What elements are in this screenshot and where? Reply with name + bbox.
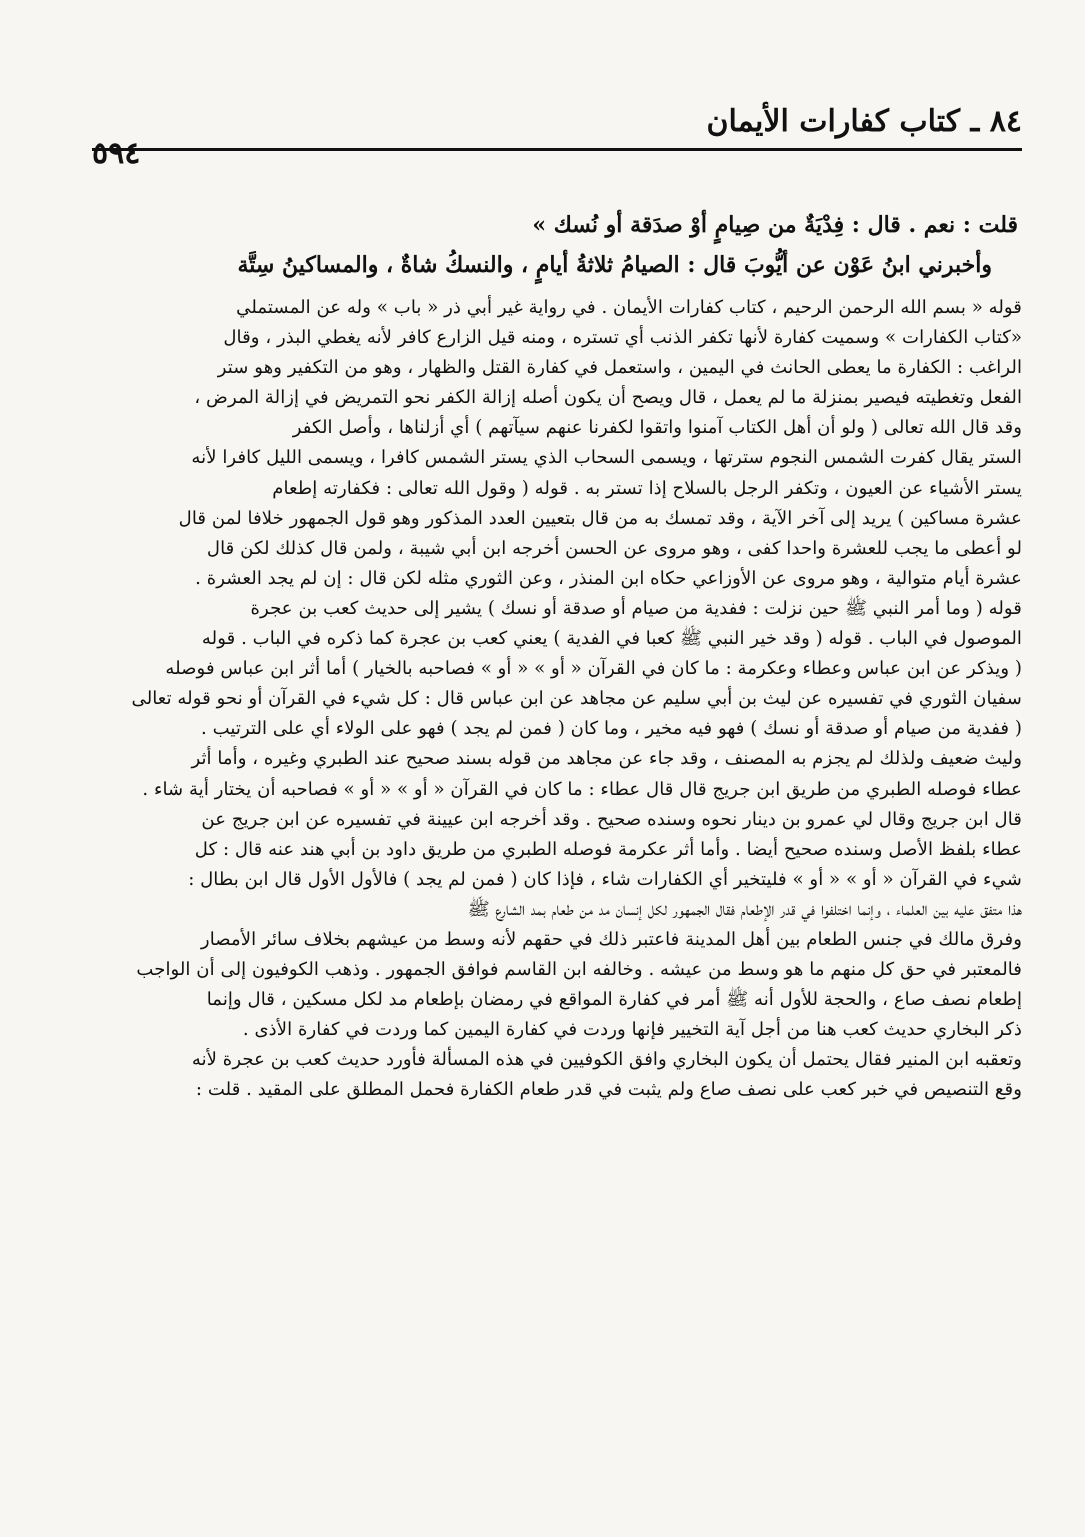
- commentary-line: الراغب : الكفارة ما يعطى الحانث في اليمين ، واستعمل في كفارة القتل والظهار ، وهو من التكفير وهو ستر: [217, 357, 1022, 379]
- page-header: [92, 96, 1022, 171]
- commentary-line: هذا متفق عليه بين العلماء ، وإنما اختلفوا في قدر الإطعام فقال الجمهور لكل إنسان مد من طعام بمد الشارع ﷺ: [467, 898, 1022, 920]
- chapter-title: ٨٤ ـ كتاب كفارات الأيمان: [706, 104, 1022, 139]
- hadith-line-1: قلت : نعم . قال : فِدْيَةٌ من صِيامٍ أوْ صدَقة أو نُسك »: [532, 212, 1018, 238]
- commentary-line: يستر الأشياء عن العيون ، وتكفر الرجل بالسلاح إذا تستر به . قوله ( وقول الله تعالى : فكفارته إطعام: [272, 477, 1022, 499]
- hadith-line-2: وأخبرني ابنُ عَوْن عن أيُّوبَ قال : الصيامُ ثلاثةُ أيامٍ ، والنسكُ شاةٌ ، والمساكينُ سِتَّة: [237, 252, 992, 278]
- commentary-line: وقع التنصيص في خبر كعب على نصف صاع ولم يثبت في قدر طعام الكفارة فحمل المطلق على المقيد . قلت :: [195, 1079, 1022, 1101]
- page-body: [92, 205, 1022, 1106]
- commentary-line: قال ابن جريج وقال لي عمرو بن دينار نحوه وسنده صحيح . وقد أخرجه ابن عيينة في تفسيره عن ابن جريج عن: [201, 808, 1022, 830]
- commentary-line: «كتاب الكفارات » وسميت كفارة لأنها تكفر الذنب أي تستره ، ومنه قيل الزارع كافر لأنه يغطي البذر ، وقال: [223, 327, 1022, 349]
- commentary-line: شيء في القرآن « أو » « أو » فليتخير أي الكفارات شاء ، فإذا كان ( فمن لم يجد ) فالأول الأول قال ابن بطال :: [188, 868, 1022, 890]
- commentary-line: الفعل وتغطيته فيصير بمنزلة ما لم يعمل ، قال ويصح أن يكون أصله إزالة الكفر نحو التمريض في إزالة المرض ،: [194, 387, 1022, 409]
- page-number: ٥٩٤: [92, 136, 141, 171]
- commentary-line: ( ففدية من صيام أو صدقة أو نسك ) فهو فيه مخير ، وما كان ( فمن لم يجد ) فهو على الولاء أي على الترتيب .: [201, 718, 1022, 740]
- commentary-line: سفيان الثوري في تفسيره عن ليث بن أبي سليم عن مجاهد عن ابن عباس قال : كل شيء في القرآن أو نحو قوله تعالى: [131, 688, 1022, 710]
- header-rule: [92, 148, 1022, 151]
- commentary-line: قوله ( وما أمر النبي ﷺ حين نزلت : ففدية من صيام أو صدقة أو نسك ) يشير إلى حديث كعب بن عجرة: [250, 597, 1022, 619]
- commentary-text: [92, 293, 1022, 1106]
- commentary-line: عطاء فوصله الطبري من طريق ابن جريج قال قال عطاء : ما كان في القرآن « أو » « أو » فصاحبه أن يختار أية شاء .: [142, 778, 1022, 800]
- commentary-line: لو أعطى ما يجب للعشرة واحدا كفى ، وهو مروى عن الحسن أخرجه ابن أبي شيبة ، ولمن قال كذلك لكن قال: [206, 537, 1022, 559]
- commentary-line: إطعام نصف صاع ، والحجة للأول أنه ﷺ أمر في كفارة المواقع في رمضان بإطعام مد لكل مسكين ، قال وإنما: [206, 989, 1022, 1011]
- commentary-line: عشرة أيام متوالية ، وهو مروى عن الأوزاعي حكاه ابن المنذر ، وعن الثوري مثله لكن قال : إن لم يجد العشرة .: [195, 567, 1022, 589]
- commentary-line: وليث ضعيف ولذلك لم يجزم به المصنف ، وقد جاء عن مجاهد من قوله بسند صحيح عند الطبري وغيره ، وأما أثر: [191, 748, 1022, 770]
- commentary-line: وقد قال الله تعالى ( ولو أن أهل الكتاب آمنوا واتقوا لكفرنا عنهم سيآتهم ) أي أزلناها ، وأصل الكفر: [292, 417, 1022, 439]
- commentary-line: ذكر البخاري حديث كعب هنا من أجل آية التخيير فإنها وردت في كفارة اليمين كما وردت في كفارة الأذى .: [242, 1019, 1022, 1041]
- commentary-line: الموصول في الباب . قوله ( وقد خير النبي ﷺ كعبا في الفدية ) يعني كعب بن عجرة كما ذكره في الباب . قوله: [201, 628, 1022, 650]
- commentary-line: وتعقبه ابن المنير فقال يحتمل أن يكون البخاري وافق الكوفيين في هذه المسألة فأورد حديث كعب بن عجرة لأنه: [191, 1049, 1022, 1071]
- commentary-line: ( ويذكر عن ابن عباس وعطاء وعكرمة : ما كان في القرآن « أو » « أو » فصاحبه بالخيار ) أما أثر ابن عباس فوصله: [165, 658, 1022, 680]
- commentary-line: عطاء بلفظ الأصل وسنده صحيح أيضا . وأما أثر عكرمة فوصله الطبري من طريق داود بن أبي هند عنه قال : كل: [194, 838, 1022, 860]
- commentary-line: الستر يقال كفرت الشمس النجوم سترتها ، ويسمى السحاب الذي يستر الشمس كافرا ، ويسمى الليل كافرا لأنه: [191, 447, 1022, 469]
- commentary-line: وفرق مالك في جنس الطعام بين أهل المدينة فاعتبر ذلك في حقهم لأنه وسط من عيشهم بخلاف سائر الأمصار: [200, 928, 1022, 950]
- commentary-line: فالمعتبر في حق كل منهم ما هو وسط من عيشه . وخالفه ابن القاسم فوافق الجمهور . وذهب الكوفيون إلى أن الواجب: [136, 959, 1022, 981]
- commentary-line: قوله « بسم الله الرحمن الرحيم ، كتاب كفارات الأيمان . في رواية غير أبي ذر « باب » وله عن المستملي: [236, 297, 1022, 318]
- commentary-line: عشرة مساكين ) يريد إلى آخر الآية ، وقد تمسك به من قال بتعيين العدد المذكور وهو قول الجمهور خلافا لمن قال: [178, 507, 1022, 529]
